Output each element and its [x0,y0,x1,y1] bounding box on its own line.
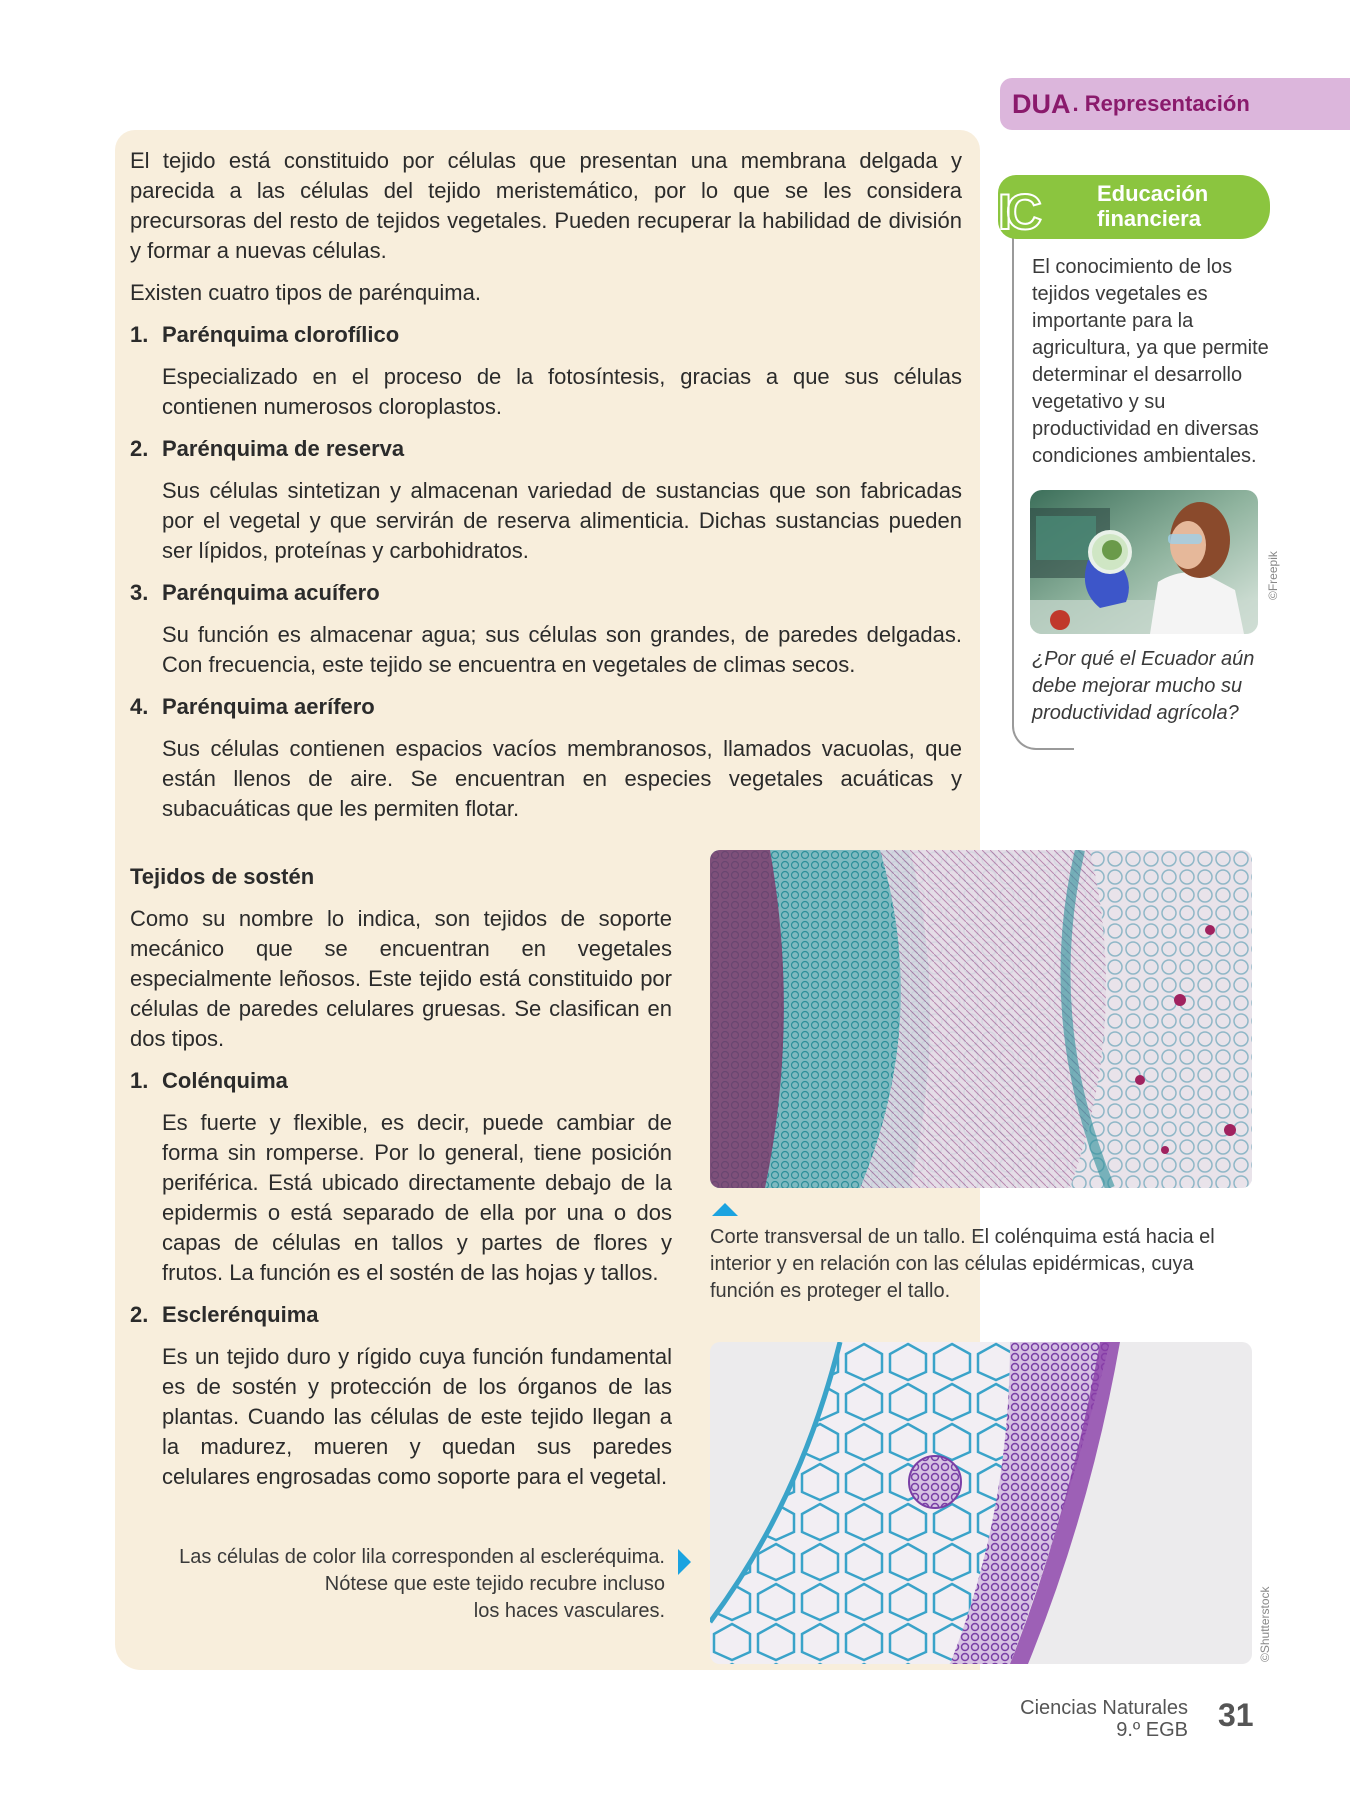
list-item-title: 3. Parénquima acuífero [130,580,380,605]
caption-arrow-icon [678,1549,691,1575]
caption-arrow-icon [712,1203,738,1216]
sidebar-question: ¿Por qué el Ecuador aún debe mejorar mucho su productividad agrícola? [1032,648,1255,724]
stem-caption: Corte transversal de un tallo. El colénquima está hacia el interior y en relación con las células epidérmicas, cuya función es proteger el tallo. [710,1226,1215,1302]
footer-grade: 9.º EGB [1116,1719,1188,1741]
section-heading: Tejidos de sostén [130,864,315,889]
list-item-title: 2. Esclerénquima [130,1302,319,1327]
page-number: 31 [1218,1697,1254,1733]
sosten-intro: Como su nombre lo indica, son tejidos de soporte mecánico que se encuentran en vegetales especialmente leñosos. Este tejido está constituido por células de paredes celulares gruesas. Se clasifican en dos tipos. [130,906,672,1051]
list-item-text: Su función es almacenar agua; sus células son grandes, de paredes delgadas. Con frecuencia, este tejido se encuentra en vegetales de climas secos. [162,622,962,677]
list-item-title: 2. Parénquima de reserva [130,436,405,461]
sclerenchyma-caption: Las células de color lila corresponden al escleréquima. Nótese que este tejido recubre incluso los haces vasculares. [179,1546,665,1622]
parenquima-section [130,146,962,824]
section-tab-dua [1000,78,1350,130]
intro-types: Existen cuatro tipos de parénquima. [130,280,481,305]
list-item-title: 1. Colénquima [130,1068,288,1093]
list-item-text: Sus células contienen espacios vacíos membranosos, llamados vacuolas, que están llenos de aire. Se encuentran en especies vegetales acuáticas y subacuáticas que les permiten flotar. [162,736,962,821]
list-item-title: 4. Parénquima aerífero [130,694,375,719]
list-item-text: Es un tejido duro y rígido cuya función fundamental es de sostén y protección de los órganos de las plantas. Cuando las células de este tejido llegan a la madurez, mueren y quedan sus paredes celulares engrosadas como soporte para el vegetal. [162,1344,672,1489]
list-item-text: Es fuerte y flexible, es decir, puede cambiar de forma sin romperse. Por lo general, tiene posición periférica. Está ubicado directamente debajo de la epidermis o está separado de ella por una o dos capas de células en tallos y partes de flores y frutos. La función es el sostén de las hojas y tallos. [162,1110,672,1285]
intro-paragraph: El tejido está constituido por células que presentan una membrana delgada y parecida a las células del tejido meristemático, por lo que se les considera precursoras del resto de tejidos vegetales. Pueden recuperar la habilidad de división y formar a nuevas células. [130,148,962,263]
photo-credit: ©Shutterstock [1258,1586,1272,1662]
sosten-section [130,862,672,1492]
dua-label: DUA [1012,88,1071,119]
representacion-label: . Representación [1072,91,1250,116]
footer-subject: Ciencias Naturales [1020,1697,1188,1719]
sidebar-title: Educación financiera [1097,181,1209,231]
photo-credit: ©Freepik [1266,551,1280,600]
sclerenchyma-image [710,1342,1252,1664]
sidebar-body: El conocimiento de los tejidos vegetales es importante para la agricultura, ya que permite determinar el desarrollo vegetativo y su productividad en diversas condiciones ambientales. [1032,256,1269,467]
list-item-text: Especializado en el proceso de la fotosíntesis, gracias a que sus células contienen numerosos cloroplastos. [162,364,962,419]
list-item-text: Sus células sintetizan y almacenan variedad de sustancias que son fabricadas por el vegetal y que servirán de reserva alimenticia. Dichas sustancias pueden ser lípidos, proteínas y carbohidratos. [162,478,962,563]
scientist-photo [1030,490,1258,634]
list-item-title: 1. Parénquima clorofílico [130,322,400,347]
stem-cross-section-image [710,850,1252,1188]
ic-logo-icon: IC [998,184,1036,240]
